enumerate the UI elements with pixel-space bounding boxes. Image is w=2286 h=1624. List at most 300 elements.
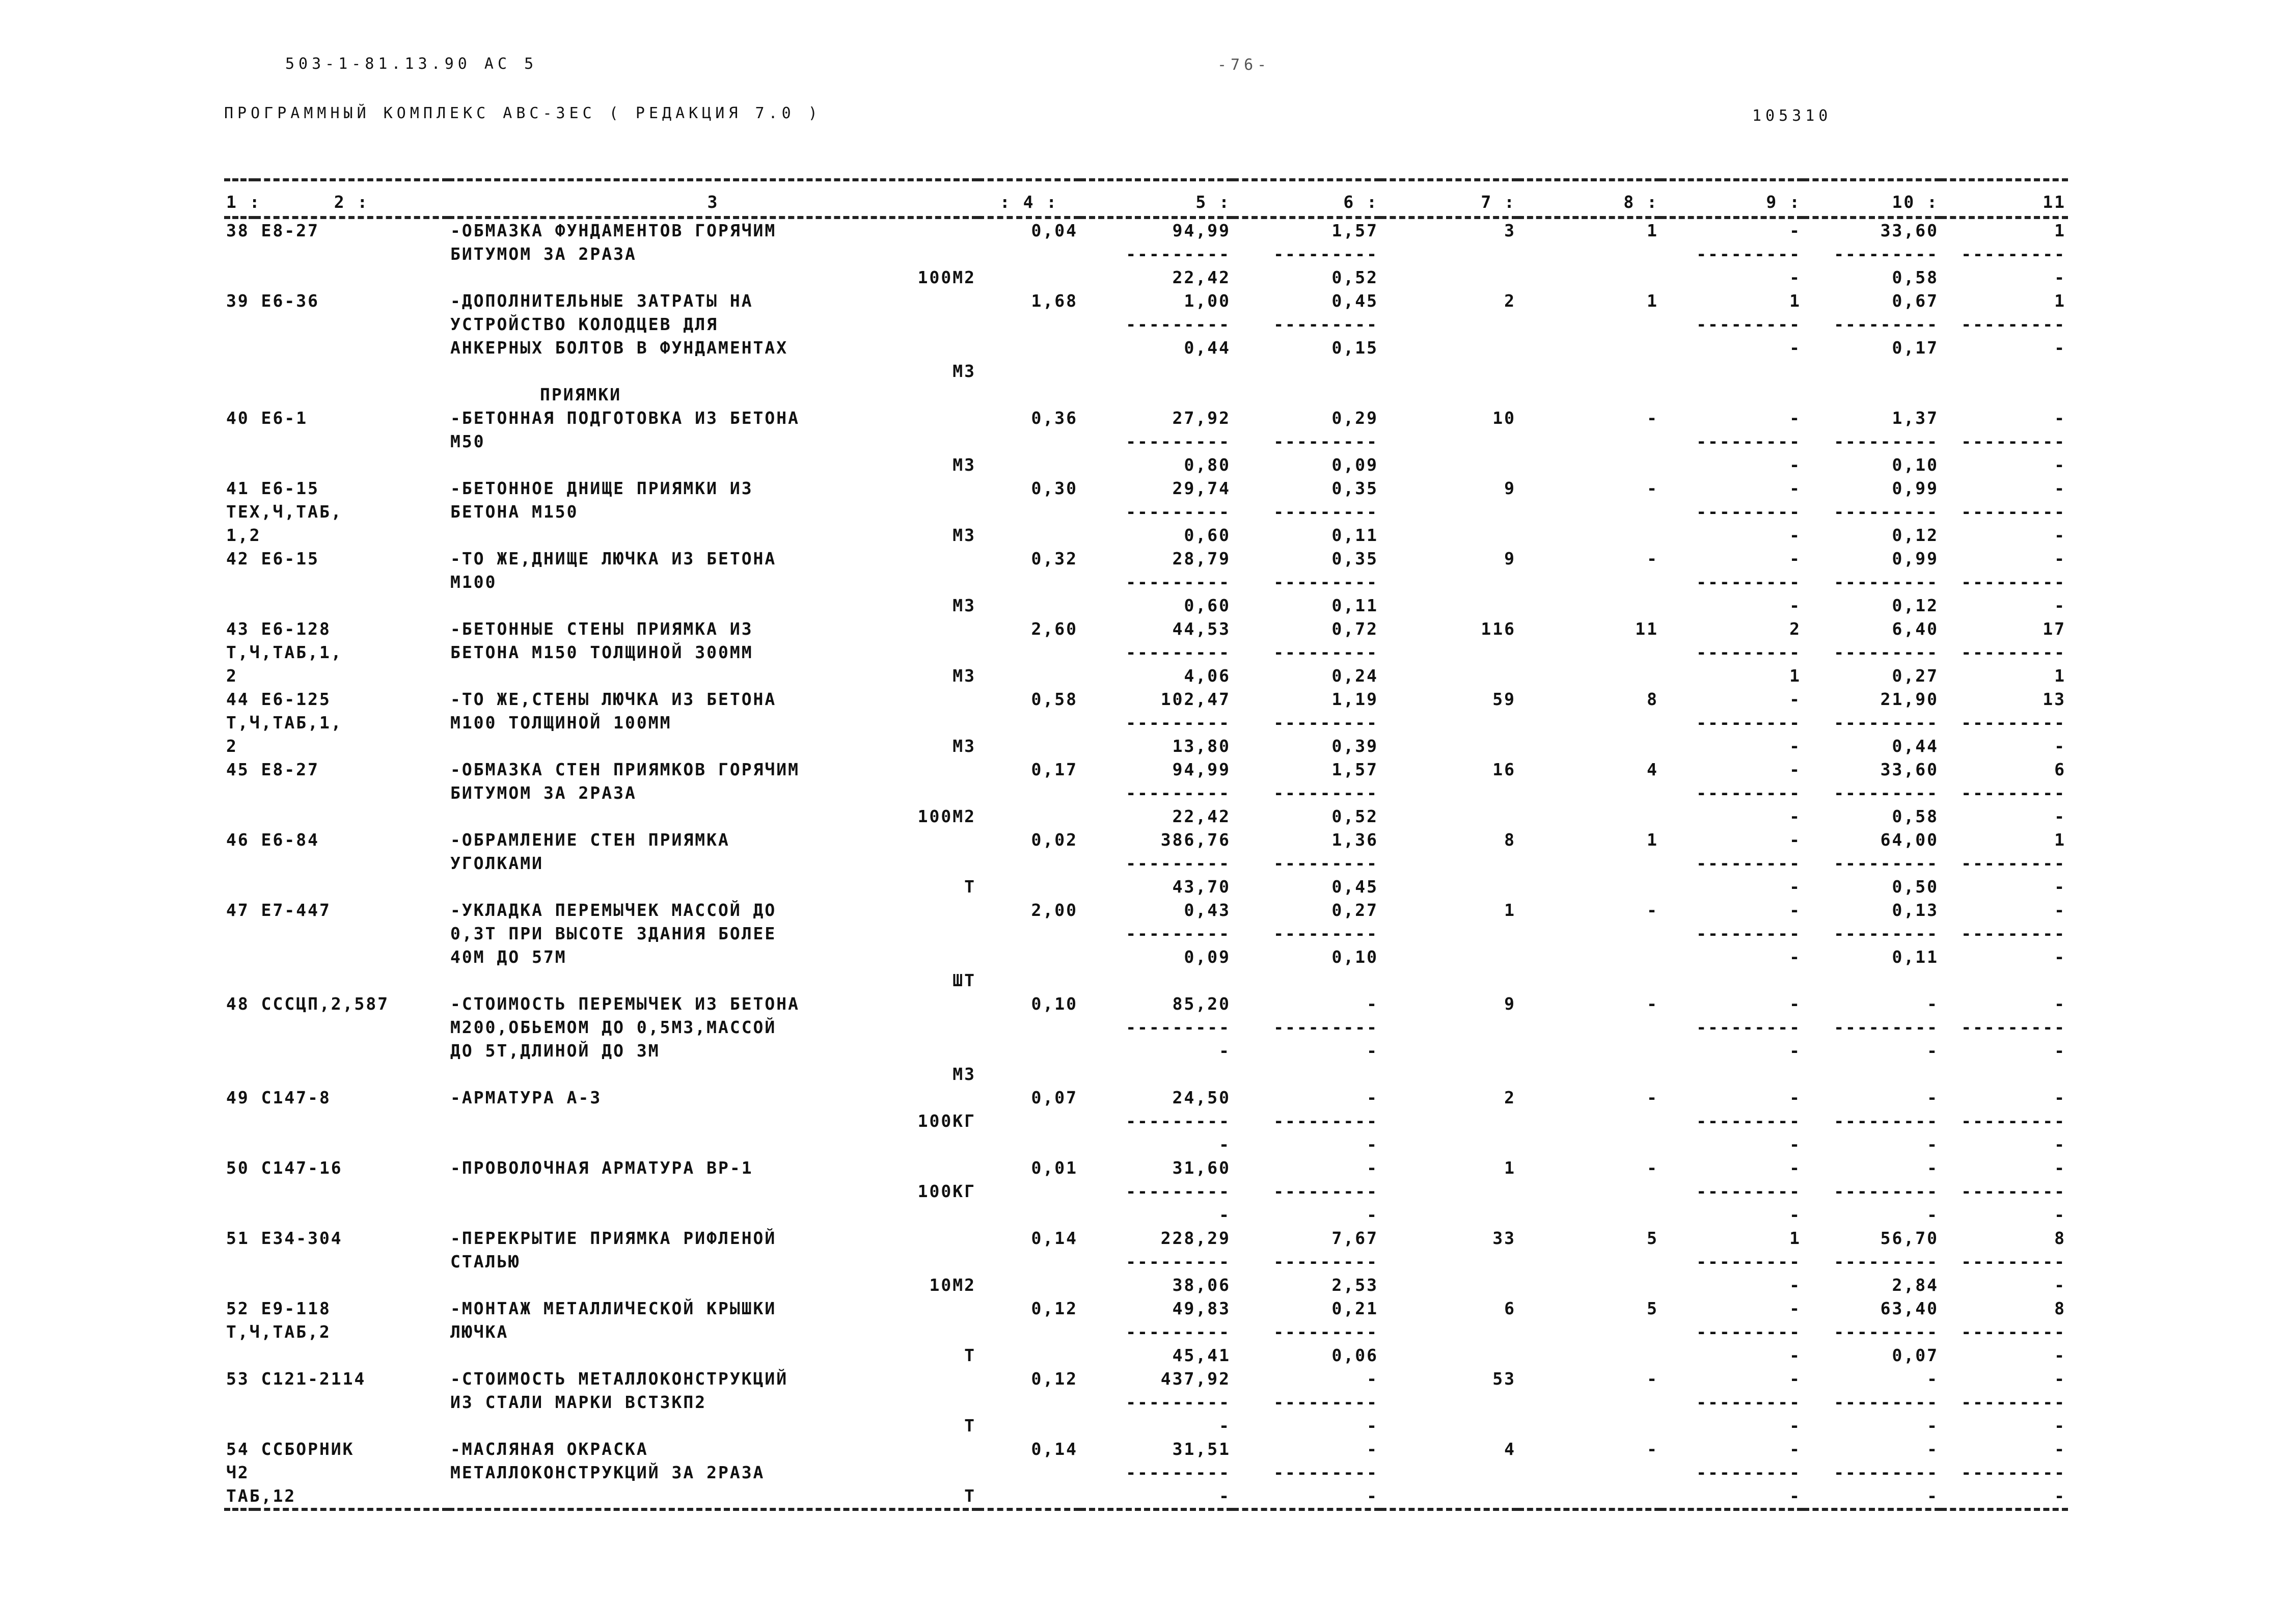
value-cell [1518,1484,1661,1509]
rate-code-cell: 44 Е6-125 [226,689,331,709]
value-cell: --------- [1696,853,1801,873]
value-cell: --------- [1126,502,1231,522]
value-cell: 0,32 [1031,549,1078,569]
rate-code-cell [224,360,448,383]
value-cell: 0,45 [1331,291,1378,311]
value-cell: 56,70 [1880,1228,1939,1248]
value-cell: 0,11 [1331,525,1378,545]
value-cell [978,313,1080,336]
table-row [224,1250,2068,1274]
value-cell: --------- [1834,1252,1939,1271]
table-row [224,430,2068,453]
value-cell: 43,70 [1172,877,1231,897]
value-cell: 94,99 [1172,221,1231,240]
value-cell: 1,57 [1331,221,1378,240]
table-row [224,945,2068,969]
value-cell [1941,383,2068,407]
value-cell [1518,266,1661,289]
value-cell: - [1927,1134,1939,1154]
value-cell [1380,1203,1518,1227]
value-cell: - [1789,1486,1801,1506]
value-cell [1380,500,1518,524]
value-cell: - [1789,338,1801,358]
value-cell: 0,45 [1331,877,1378,897]
value-cell [978,360,1080,383]
value-cell: --------- [1126,1181,1231,1201]
value-cell: - [1647,1158,1658,1178]
value-cell [1380,360,1518,383]
value-cell [1518,1109,1661,1133]
value-cell: 1 [2054,830,2066,850]
description-cell: -ТО ЖЕ,СТЕНЫ ЛЮЧКА ИЗ БЕТОНА [450,689,777,709]
value-cell: 53 [1492,1369,1516,1389]
value-cell: --------- [1126,1463,1231,1482]
value-cell: 1 [1789,1228,1801,1248]
value-cell [978,242,1080,266]
value-cell [978,1391,1080,1414]
rate-code-cell: Т,Ч,ТАБ,1, [226,642,343,662]
table-row [224,875,2068,899]
value-cell [978,1016,1080,1039]
value-cell [1080,969,1233,992]
value-cell: 0,30 [1031,478,1078,498]
rate-code-cell: 47 Е7-447 [226,900,331,920]
value-cell: --------- [1834,244,1939,264]
value-cell [1380,1414,1518,1438]
value-cell [1518,735,1661,758]
value-cell: 49,83 [1172,1298,1231,1318]
value-cell [1380,735,1518,758]
value-cell: - [1789,455,1801,475]
value-cell [978,875,1080,899]
value-cell: - [1927,1439,1939,1459]
description-cell: М50 [450,431,485,451]
description-cell: БЕТОНА М150 [450,502,579,522]
value-cell [978,453,1080,477]
value-cell [978,1180,1080,1203]
description-cell: М3 [953,736,976,756]
column-header: 1 : [224,188,255,218]
value-cell: --------- [1961,642,2066,662]
description-cell: М100 ТОЛЩИНОЙ 100ММ [450,713,672,733]
rate-code-cell [224,1133,448,1156]
value-cell: 1,36 [1331,830,1378,850]
rate-code-cell: 2 [226,736,238,756]
description-cell: -СТОИМОСТЬ ПЕРЕМЫЧЕК ИЗ БЕТОНА [450,994,800,1014]
table-row [224,407,2068,430]
rate-code-cell: 50 С147-16 [226,1158,343,1178]
value-cell: 9 [1504,549,1516,569]
value-cell: --------- [1834,1322,1939,1342]
table-row [224,571,2068,594]
value-cell [978,1484,1080,1509]
value-cell: --------- [1961,713,2066,733]
rate-code-cell [224,594,448,617]
value-cell: --------- [1834,1392,1939,1412]
value-cell [1233,383,1380,407]
value-cell [1518,664,1661,688]
value-cell [978,1461,1080,1484]
rate-code-cell: ТЕХ,Ч,ТАБ, [226,502,343,522]
value-cell [978,781,1080,805]
value-cell: 0,36 [1031,408,1078,428]
value-cell: - [2054,549,2066,569]
value-cell: 17 [2043,619,2066,639]
value-cell: - [1367,1158,1378,1178]
table-row [224,852,2068,875]
value-cell: - [1789,1088,1801,1107]
value-cell: - [1789,760,1801,779]
value-cell [1518,336,1661,360]
value-cell: --------- [1961,1392,2066,1412]
rate-code-cell: 2 [226,666,238,686]
value-cell [1518,1320,1661,1344]
description-cell: АНКЕРНЫХ БОЛТОВ В ФУНДАМЕНТАХ [450,338,788,358]
value-cell [1380,1250,1518,1274]
value-cell: 94,99 [1172,760,1231,779]
value-cell: - [1789,478,1801,498]
value-cell [1380,781,1518,805]
rate-code-cell [224,945,448,969]
rate-code-cell [224,1344,448,1367]
rate-code-cell [224,1039,448,1063]
description-cell: 100М2 [917,267,976,287]
description-cell: 100КГ [917,1111,976,1131]
value-cell: --------- [1126,1252,1231,1271]
table-row [224,828,2068,852]
value-cell: 1,57 [1331,760,1378,779]
value-cell [1380,1484,1518,1509]
value-cell [978,500,1080,524]
value-cell: --------- [1834,1463,1939,1482]
value-cell [978,571,1080,594]
value-cell [1518,1391,1661,1414]
value-cell [1233,360,1380,383]
value-cell: - [1789,1134,1801,1154]
value-cell [1080,360,1233,383]
description-cell: М3 [953,525,976,545]
value-cell: 1,37 [1892,408,1939,428]
value-cell [1380,336,1518,360]
column-header: 9 : [1661,188,1803,218]
description-cell: -ПЕРЕКРЫТИЕ ПРИЯМКА РИФЛЕНОЙ [450,1228,777,1248]
value-cell: - [1219,1416,1231,1436]
value-cell: 8 [1647,689,1658,709]
value-cell: --------- [1696,713,1801,733]
value-cell [978,711,1080,735]
value-cell: --------- [1834,783,1939,803]
software-title: ПРОГРАММНЫЙ КОМПЛЕКС АВС-3ЕС ( РЕДАКЦИЯ 7.0 ) [224,104,822,122]
value-cell: 0,52 [1331,806,1378,826]
rate-code-cell [224,1063,448,1086]
value-cell: - [1367,1486,1378,1506]
table-row [224,218,2068,242]
value-cell: - [2054,736,2066,756]
column-header: 5 : [1080,188,1233,218]
value-cell: - [1647,994,1658,1014]
table-row [224,969,2068,992]
value-cell: 0,72 [1331,619,1378,639]
value-cell: 85,20 [1172,994,1231,1014]
description-cell: -ОБМАЗКА ФУНДАМЕНТОВ ГОРЯЧИМ [450,221,777,240]
rate-code-cell [224,1016,448,1039]
value-cell: - [2054,1416,2066,1436]
description-cell: М100 [450,572,497,592]
value-cell: 6 [1504,1298,1516,1318]
rate-code-cell [224,242,448,266]
value-cell: 1 [1789,666,1801,686]
value-cell [1803,383,1941,407]
value-cell: --------- [1834,314,1939,334]
value-cell: --------- [1126,244,1231,264]
value-cell [1380,383,1518,407]
value-cell [1518,1461,1661,1484]
value-cell: - [2054,877,2066,897]
value-cell [1661,969,1803,992]
rate-code-cell [224,1274,448,1297]
value-cell [1380,1039,1518,1063]
value-cell: 0,10 [1031,994,1078,1014]
rate-code-cell: 40 Е6-1 [226,408,308,428]
rate-code-cell: 1,2 [226,525,261,545]
value-cell: --------- [1126,1111,1231,1131]
value-cell: 10 [1492,408,1516,428]
rate-code-cell: 51 Е34-304 [226,1228,343,1248]
value-cell [978,594,1080,617]
table-row [224,1367,2068,1391]
value-cell: - [2054,1134,2066,1154]
value-cell: 0,11 [1331,596,1378,615]
table-row [224,1344,2068,1367]
value-cell: - [2054,408,2066,428]
description-cell: М3 [953,666,976,686]
value-cell [1080,383,1233,407]
value-cell: 0,06 [1331,1345,1378,1365]
bottom-rule [224,1509,2068,1516]
rate-code-cell [224,1391,448,1414]
description-cell: БЕТОНА М150 ТОЛЩИНОЙ 300ММ [450,642,753,662]
value-cell [978,1133,1080,1156]
value-cell: --------- [1273,783,1378,803]
value-cell [978,852,1080,875]
description-cell: -МОНТАЖ МЕТАЛЛИЧЕСКОЙ КРЫШКИ [450,1298,777,1318]
value-cell [1380,313,1518,336]
value-cell: - [2054,1041,2066,1061]
value-cell: --------- [1126,924,1231,943]
value-cell: 0,21 [1331,1298,1378,1318]
value-cell [978,969,1080,992]
rate-code-cell [224,313,448,336]
value-cell: 0,09 [1184,947,1231,967]
value-cell [1518,430,1661,453]
table-row [224,1039,2068,1063]
value-cell [978,1320,1080,1344]
table-row [224,1203,2068,1227]
value-cell: 1 [1789,291,1801,311]
value-cell: --------- [1696,1111,1801,1131]
value-cell [978,266,1080,289]
value-cell: - [1927,1205,1939,1225]
value-cell: 0,13 [1892,900,1939,920]
value-cell: - [1647,549,1658,569]
value-cell: 0,58 [1031,689,1078,709]
value-cell: 0,43 [1184,900,1231,920]
value-cell [1380,945,1518,969]
value-cell: 16 [1492,760,1516,779]
value-cell: --------- [1273,314,1378,334]
table-row [224,336,2068,360]
rate-code-cell [224,805,448,828]
value-cell: 28,79 [1172,549,1231,569]
value-cell: - [2054,1439,2066,1459]
value-cell: --------- [1696,572,1801,592]
value-cell [1380,664,1518,688]
value-cell: - [1647,1088,1658,1107]
value-cell: 31,60 [1172,1158,1231,1178]
table-row [224,1016,2068,1039]
value-cell: - [1789,947,1801,967]
value-cell: 0,24 [1331,666,1378,686]
value-cell [1803,969,1941,992]
rate-code-cell [224,781,448,805]
value-cell: 0,67 [1892,291,1939,311]
value-cell: --------- [1961,244,2066,264]
rate-code-cell: ТАБ,12 [226,1486,296,1506]
value-cell: - [2054,947,2066,967]
value-cell [1518,969,1661,992]
value-cell [1661,360,1803,383]
description-cell: -БЕТОННЫЕ СТЕНЫ ПРИЯМКА ИЗ [450,619,753,639]
value-cell: 102,47 [1160,689,1231,709]
rate-code-cell [224,922,448,945]
value-cell: 0,27 [1892,666,1939,686]
value-cell: - [1789,267,1801,287]
description-cell [448,1133,978,1156]
table-row [224,1133,2068,1156]
value-cell: - [1219,1041,1231,1061]
value-cell: - [2054,1275,2066,1295]
value-cell: - [1789,1439,1801,1459]
rate-code-cell: 48 СССЦП,2,587 [226,994,390,1014]
rate-code-cell [224,1109,448,1133]
table-row [224,1297,2068,1320]
value-cell [1233,969,1380,992]
value-cell [978,1203,1080,1227]
description-cell: Т [964,877,976,897]
description-cell: ДО 5Т,ДЛИНОЙ ДО 3М [450,1041,660,1061]
value-cell [1661,1063,1803,1086]
value-cell [1380,1461,1518,1484]
value-cell: - [1789,1416,1801,1436]
value-cell: 2 [1789,619,1801,639]
value-cell: - [1927,1416,1939,1436]
value-cell: --------- [1126,642,1231,662]
value-cell: - [1647,900,1658,920]
value-cell: --------- [1126,431,1231,451]
table-row [224,360,2068,383]
value-cell: 33,60 [1880,221,1939,240]
rate-code-cell: 45 Е8-27 [226,760,319,779]
description-cell: -АРМАТУРА А-3 [450,1088,602,1107]
value-cell: 13 [2043,689,2066,709]
value-cell [1380,453,1518,477]
value-cell [1518,383,1661,407]
description-cell: ИЗ СТАЛИ МАРКИ ВСТ3КП2 [450,1392,707,1412]
column-header: 8 : [1518,188,1661,218]
description-cell: МЕТАЛЛОКОНСТРУКЦИЙ ЗА 2РАЗА [450,1463,765,1482]
value-cell: - [1219,1205,1231,1225]
value-cell: 27,92 [1172,408,1231,428]
value-cell: - [1789,994,1801,1014]
table-row [224,1180,2068,1203]
value-cell [1518,313,1661,336]
value-cell: --------- [1273,431,1378,451]
rate-code-cell [224,383,448,407]
value-cell: - [2054,596,2066,615]
value-cell [1380,805,1518,828]
value-cell [1380,430,1518,453]
value-cell: 0,04 [1031,221,1078,240]
description-cell: М3 [953,596,976,615]
value-cell: 3 [1504,221,1516,240]
description-cell: -ДОПОЛНИТЕЛЬНЫЕ ЗАТРАТЫ НА [450,291,753,311]
value-cell: 31,51 [1172,1439,1231,1459]
value-cell: - [1927,994,1939,1014]
rate-code-cell: 46 Е6-84 [226,830,319,850]
value-cell [1518,1414,1661,1438]
value-cell [1380,571,1518,594]
rate-code-cell: 49 С147-8 [226,1088,331,1107]
description-cell: ШТ [953,970,976,990]
value-cell [1518,360,1661,383]
value-cell: 0,02 [1031,830,1078,850]
value-cell: - [1367,1041,1378,1061]
value-cell: --------- [1273,853,1378,873]
value-cell [978,735,1080,758]
description-cell: УГОЛКАМИ [450,853,543,873]
column-header: 3 [448,188,978,218]
table-row [224,477,2068,500]
value-cell: 1 [1647,221,1658,240]
value-cell: 0,27 [1331,900,1378,920]
value-cell [1518,500,1661,524]
value-cell: - [1367,1088,1378,1107]
description-cell: УСТРОЙСТВО КОЛОДЦЕВ ДЛЯ [450,314,718,334]
table-row [224,242,2068,266]
table-row [224,922,2068,945]
value-cell: - [1789,1205,1801,1225]
value-cell: 1 [1647,291,1658,311]
value-cell: --------- [1273,572,1378,592]
value-cell: - [1789,596,1801,615]
value-cell: --------- [1273,1181,1378,1201]
description-cell: 10М2 [929,1275,976,1295]
value-cell: --------- [1273,502,1378,522]
rate-code-cell [224,1414,448,1438]
rate-code-cell: 52 Е9-118 [226,1298,331,1318]
value-cell: 44,53 [1172,619,1231,639]
table-row [224,453,2068,477]
value-cell: 1 [2054,221,2066,240]
table-row [224,617,2068,641]
value-cell [1380,1274,1518,1297]
column-header: 2 : [255,188,448,218]
value-cell: --------- [1834,853,1939,873]
description-cell: -УКЛАДКА ПЕРЕМЫЧЕК МАССОЙ ДО [450,900,777,920]
value-cell: --------- [1961,1017,2066,1037]
value-cell [1380,852,1518,875]
value-cell: - [1927,1486,1939,1506]
